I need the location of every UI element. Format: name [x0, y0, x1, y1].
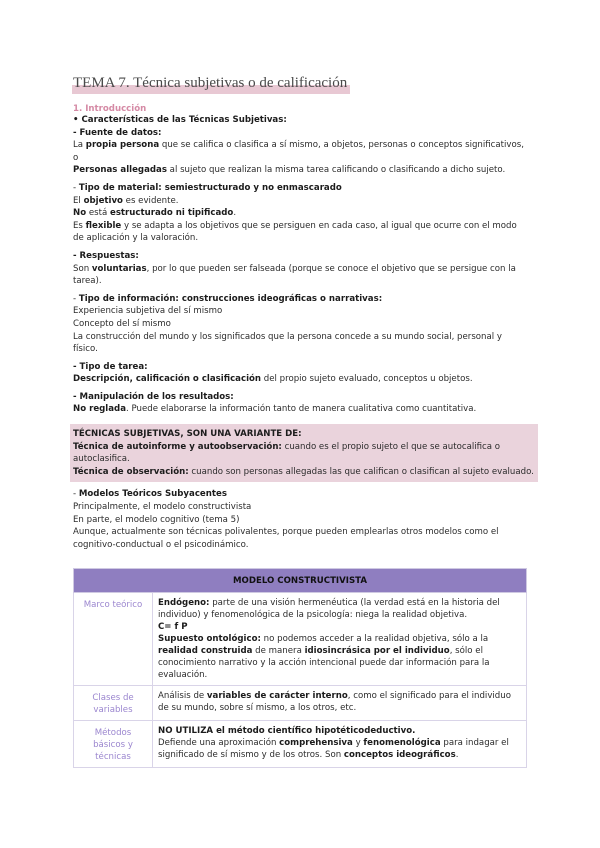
text-line: - Tipo de tarea:: [73, 361, 148, 372]
row-content: NO UTILIZA el método científico hipotéticodeductivo. Defiende una aproximación comprehensiva y fenomenológica para indagar el significado de sí mismo y de los otros. Son conceptos ideográficos.: [153, 721, 527, 768]
callout-box: [70, 424, 538, 482]
row-label: Marco teórico: [74, 593, 153, 686]
row-content: Análisis de variables de carácter interno, como el significado para el individuo de su mundo, sobre sí mismo, a los otros, etc.: [153, 686, 527, 721]
callout-item: Técnica de observación: cuando son personas allegadas las que califican o clasifican al sujeto evaluado.: [73, 466, 534, 477]
page-title: TEMA 7. Técnica subjetivas o de calificación: [72, 74, 350, 94]
text-line: No está estructurado ni tipificado.: [73, 208, 237, 219]
text-line: Experiencia subjetiva del sí mismo: [73, 306, 223, 317]
text-line: El objetivo es evidente.: [73, 195, 179, 206]
text-line: En parte, el modelo cognitivo (tema 5): [73, 514, 240, 525]
table-row: [74, 686, 527, 721]
text-line: La construcción del mundo y los significados que la persona concede a su mundo social, personal y físico.: [73, 331, 502, 355]
text-line: Descripción, calificación o clasificación del propio sujeto evaluado, conceptos u objetos.: [73, 374, 473, 385]
text-line: Es flexible y se adapta a los objetivos que se persiguen en cada caso, al igual que ocurre con el modo de aplicación y la valoración.: [73, 220, 517, 244]
table-header: MODELO CONSTRUCTIVISTA: [74, 569, 527, 593]
text-line: - Respuestas:: [73, 250, 139, 261]
row-label: Clases de variables: [74, 686, 153, 721]
callout-title: TÉCNICAS SUBJETIVAS, SON UNA VARIANTE DE:: [73, 429, 302, 440]
text-line: - Fuente de datos:: [73, 127, 162, 138]
text-line: - Modelos Teóricos Subyacentes: [73, 489, 227, 500]
text-line: Son voluntarias, por lo que pueden ser falseada (porque se conoce el objetivo que se persigue con la tarea).: [73, 263, 516, 287]
text-line: - Manipulación de los resultados:: [73, 391, 234, 402]
row-label: Métodos básicos y técnicas: [74, 721, 153, 768]
table-row: [74, 593, 527, 686]
document-page: [73, 72, 534, 551]
model-table: [73, 568, 527, 768]
text-line: - Tipo de material: semiestructurado y no enmascarado: [73, 182, 342, 193]
table-row: [74, 721, 527, 768]
text-line: - Tipo de información: construcciones ideográficas o narrativas:: [73, 293, 383, 304]
text-line: Concepto del sí mismo: [73, 318, 171, 329]
text-line: Personas allegadas al sujeto que realizan la misma tarea calificando o clasificando a dicho sujeto.: [73, 165, 506, 176]
text-line: La propia persona que se califica o clasifica a sí mismo, a objetos, personas o conceptos significativos, o: [73, 140, 524, 163]
section-heading: 1. Introducción: [73, 104, 147, 114]
text-line: Aunque, actualmente son técnicas polivalentes, porque pueden emplearlas otros modelos como el cognitivo-conductual o el psicodinámico.: [73, 527, 499, 550]
text-line: Principalmente, el modelo constructivista: [73, 502, 252, 513]
row-content: Endógeno: parte de una visión hermenéutica (la verdad está en la historia del individuo) y fenomenológica de la psicología: niega la realidad objetiva. C= f P Supuesto ontológico: no podemos acceder a la realidad objetiva, sólo a la realidad construida de manera idiosincrásica por el individuo, sólo el conocimiento narrativo y la acción intencional puede dar información para la evaluación.: [153, 593, 527, 686]
text-line: • Características de las Técnicas Subjetivas:: [73, 115, 287, 125]
callout-item: Técnica de autoinforme y autoobservación: cuando es el propio sujeto el que se autocalifica o autoclasifica.: [73, 441, 501, 465]
text-line: No reglada. Puede elaborarse la información tanto de manera cualitativa como cuantitativa.: [73, 404, 477, 415]
